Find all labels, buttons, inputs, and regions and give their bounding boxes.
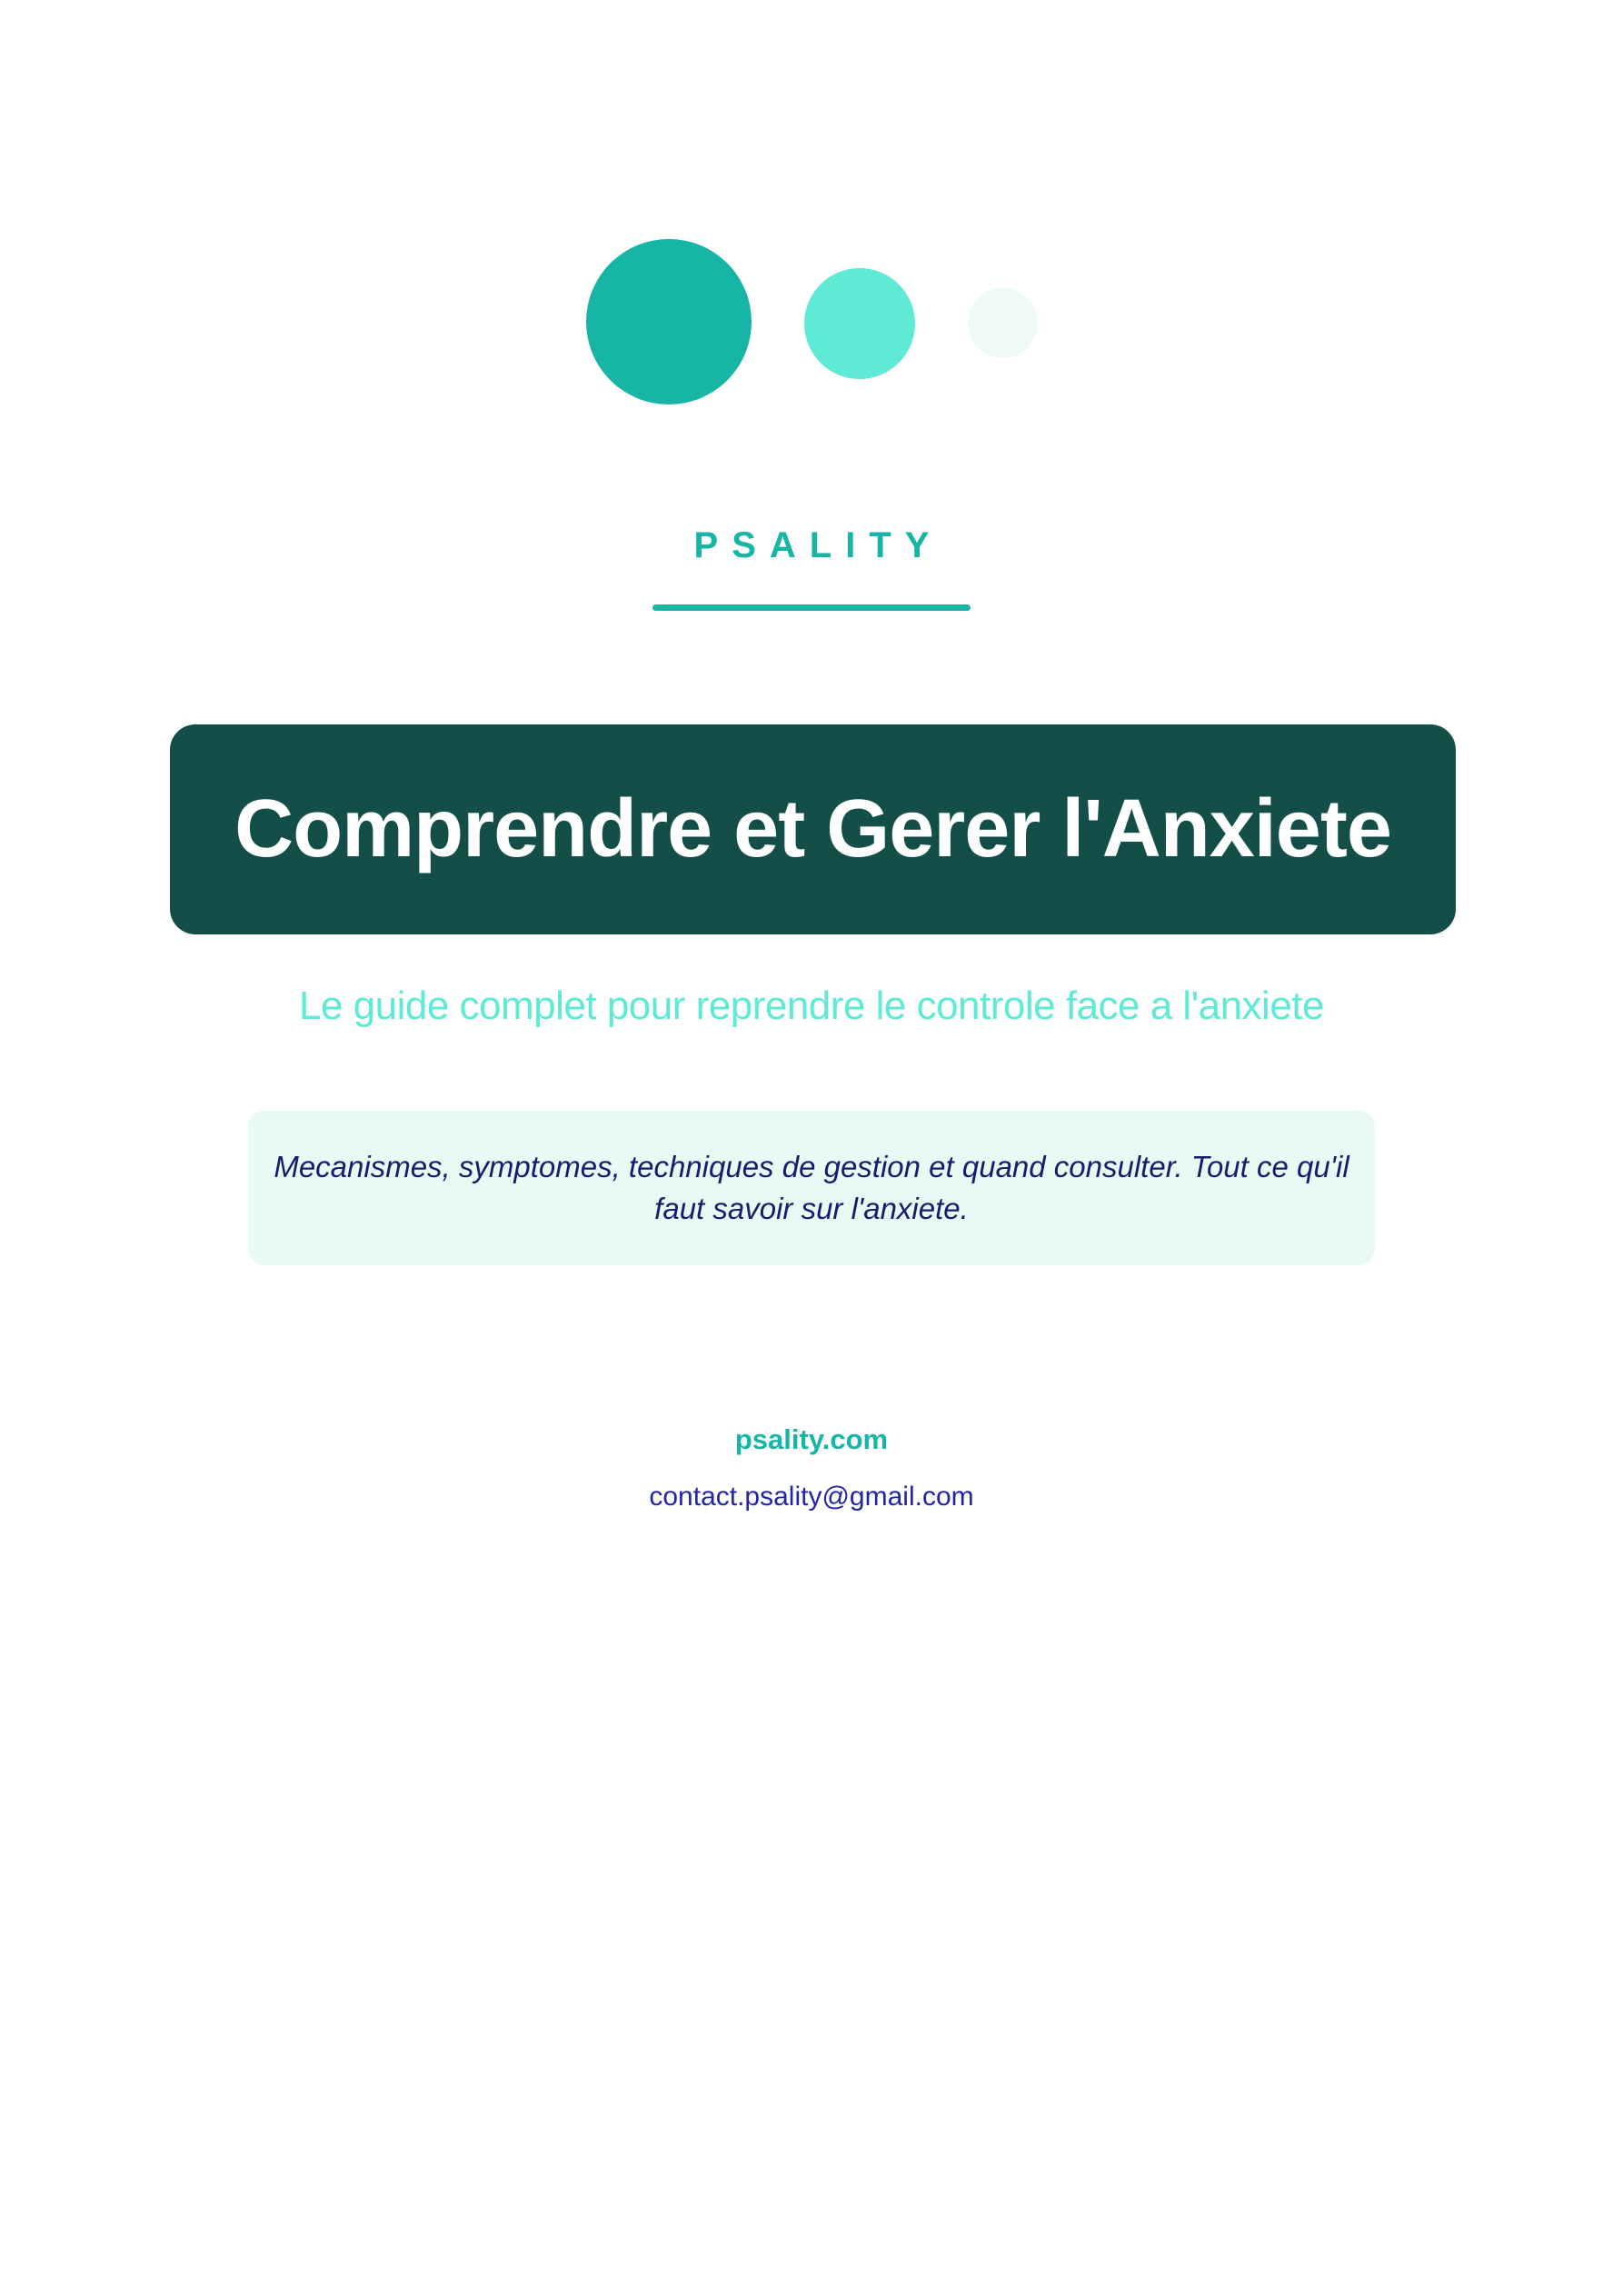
brand-underline-divider [652, 604, 971, 611]
brand-wordmark: PSALITY [693, 525, 943, 565]
document-title: Comprendre et Gerer l'Anxiete [234, 784, 1391, 874]
decor-circle-small [968, 288, 1038, 358]
description-line: faut savoir sur l'anxiete. [654, 1192, 969, 1225]
email-link[interactable]: contact.psality@gmail.com [649, 1482, 974, 1512]
description-card [248, 1111, 1375, 1265]
decor-circle-large [586, 239, 752, 404]
decor-circle-medium [804, 268, 915, 379]
website-link[interactable]: psality.com [734, 1423, 889, 1455]
subtitle: Le guide complet pour reprendre le controle face a l'anxiete [298, 983, 1324, 1028]
description-line: Mecanismes, symptomes, techniques de gestion et quand consulter. Tout ce qu'il [274, 1150, 1349, 1183]
title-banner [170, 724, 1456, 934]
